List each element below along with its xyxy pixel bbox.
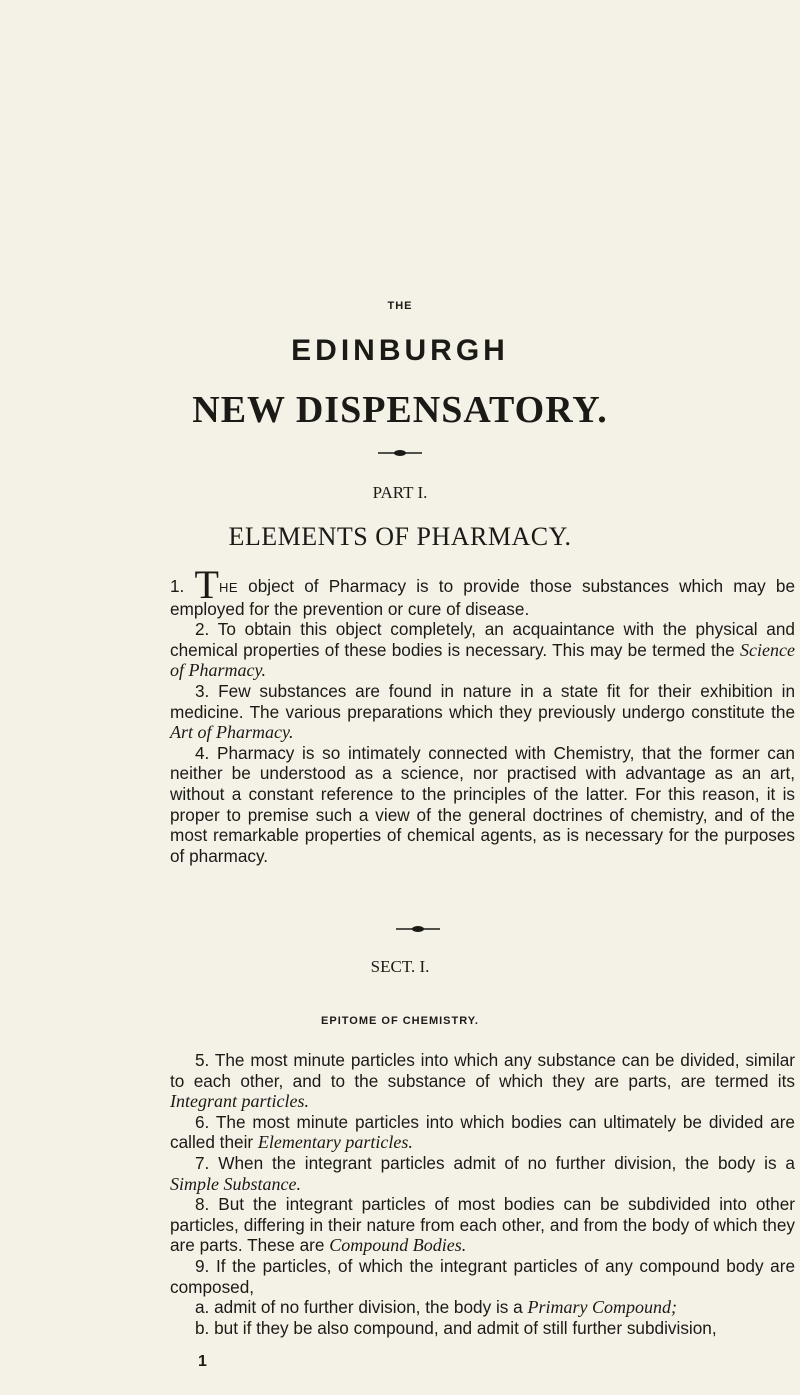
paragraph-text: 2. To obtain this object completely, an acquaintance with the physical and chemical properties of these bodies is necessary. This may be termed the bbox=[170, 619, 795, 660]
italic-term: Simple Substance. bbox=[170, 1173, 301, 1194]
divider-ornament-icon bbox=[378, 448, 422, 458]
paragraph-text: 9. If the particles, of which the integrant particles of any compound body are composed, bbox=[170, 1255, 795, 1297]
drop-cap: T bbox=[194, 562, 219, 607]
italic-term: Integrant particles. bbox=[170, 1091, 309, 1112]
italic-term: Compound Bodies. bbox=[329, 1235, 467, 1256]
paragraph-3 bbox=[170, 681, 795, 743]
paragraph-text: 3. Few substances are found in nature in a state fit for their exhibition in medicine. The various preparations which they previously undergo constitute the bbox=[170, 680, 795, 722]
small-caps-text: HE bbox=[218, 580, 239, 595]
title-article: THE bbox=[387, 300, 413, 312]
paragraph-7 bbox=[170, 1153, 795, 1194]
italic-term: Elementary particles. bbox=[257, 1132, 413, 1153]
paragraph-9a bbox=[170, 1297, 795, 1318]
paragraph-4 bbox=[170, 743, 795, 867]
paragraph-text: 6. The most minute particles into which bodies can ultimately be divided are called their bbox=[170, 1111, 795, 1153]
paragraph-9 bbox=[170, 1256, 795, 1297]
title-line-2: NEW DISPENSATORY. bbox=[192, 389, 608, 431]
paragraph-8 bbox=[170, 1194, 795, 1256]
definition-paragraphs bbox=[170, 1050, 795, 1338]
section-title: EPITOME OF CHEMISTRY. bbox=[321, 1015, 479, 1027]
italic-term: Primary Compound; bbox=[527, 1297, 677, 1318]
intro-paragraphs bbox=[170, 562, 796, 866]
part-label: PART I. bbox=[372, 483, 428, 502]
part-title: ELEMENTS OF PHARMACY. bbox=[228, 522, 572, 551]
italic-term: Science of Pharmacy. bbox=[170, 639, 795, 681]
paragraph-1 bbox=[170, 562, 796, 619]
paragraph-text: object of Pharmacy is to provide those substances which may be employed for the prevention or cure of disease. bbox=[170, 576, 796, 619]
divider-ornament-icon bbox=[396, 924, 440, 934]
paragraph-5 bbox=[170, 1050, 795, 1112]
paragraph-text: 7. When the integrant particles admit of no further division, the body is a bbox=[195, 1152, 795, 1173]
paragraph-text: b. but if they be also compound, and admit of still further subdivision, bbox=[195, 1317, 717, 1338]
paragraph-text: 5. The most minute particles into which any substance can be divided, similar to each other, and to the substance of which they are parts, are termed its bbox=[170, 1050, 795, 1091]
paragraph-text: 4. Pharmacy is so intimately connected with Chemistry, that the former can neither be understood as a science, nor practised with advantage as an art, without a constant reference to the principles of the latter. For this reason, it is proper to premise such a view of the general doctrines of chemistry, and of the most remarkable properties of chemical agents, as is necessary for the purposes of pharmacy. bbox=[170, 742, 795, 866]
paragraph-2 bbox=[170, 619, 795, 681]
paragraph-text: a. admit of no further division, the body is a bbox=[195, 1297, 528, 1318]
page-number: 1 bbox=[198, 1353, 207, 1370]
paragraph-number: 1. bbox=[170, 576, 185, 596]
paragraph-6 bbox=[170, 1112, 795, 1153]
title-line-1: EDINBURGH bbox=[291, 334, 509, 367]
paragraph-9b bbox=[170, 1318, 795, 1339]
paragraph-text: 8. But the integrant particles of most bodies can be subdivided into other particles, differing in their nature from each other, and from the body of which they are parts. These are bbox=[170, 1194, 795, 1256]
section-label: SECT. I. bbox=[370, 957, 430, 976]
italic-term: Art of Pharmacy. bbox=[170, 722, 294, 743]
